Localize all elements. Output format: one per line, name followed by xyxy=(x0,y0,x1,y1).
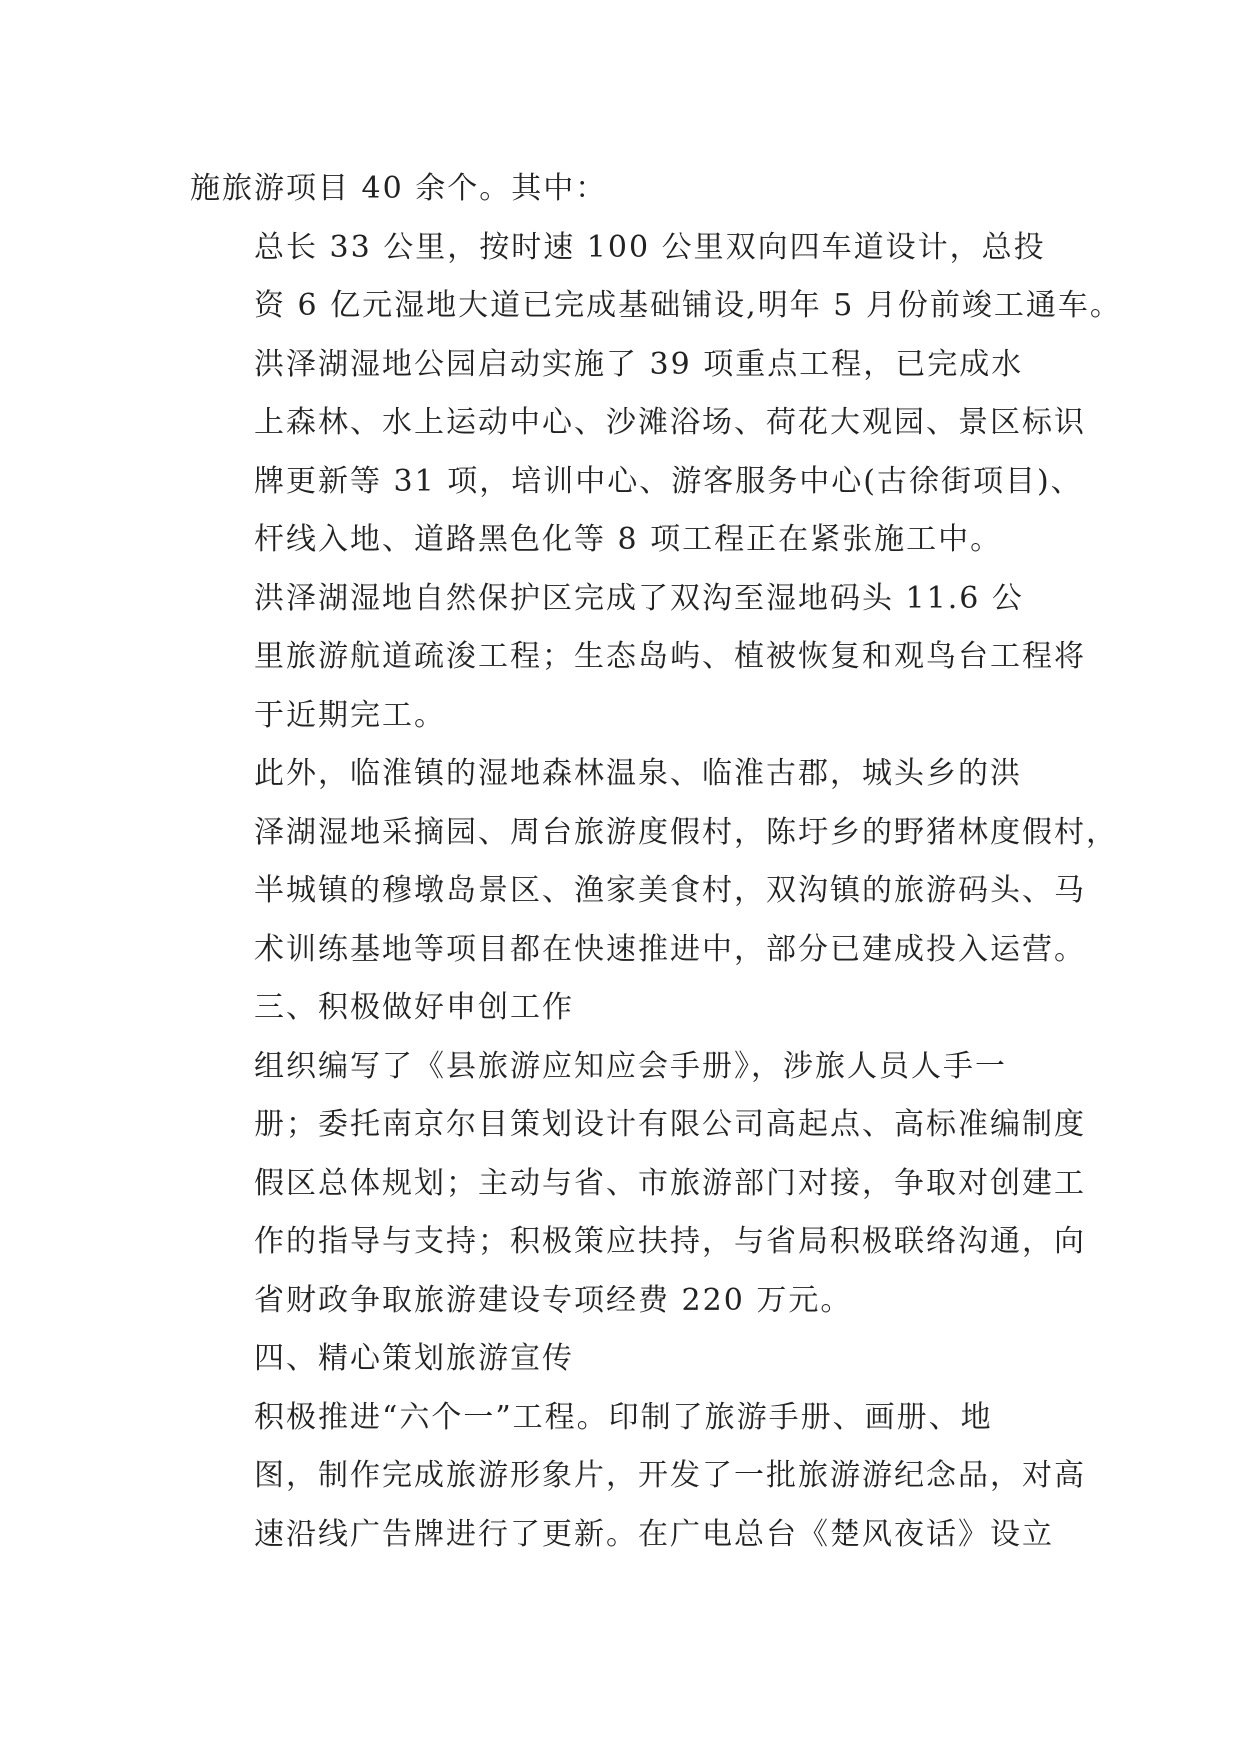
text-line: 省财政争取旅游建设专项经费 220 万元。 xyxy=(254,1282,853,1318)
text-line: 施旅游项目 40 余个。其中： xyxy=(190,171,608,206)
text-line: 洪泽湖湿地公园启动实施了 39 项重点工程，已完成水 xyxy=(254,346,1024,382)
paragraph xyxy=(190,219,1122,336)
text-line: 组织编写了《县旅游应知应会手册》，涉旅人员人手一 xyxy=(254,1048,1007,1084)
text-line: 假区总体规划；主动与省、市旅游部门对接，争取对创建工 xyxy=(254,1165,1086,1201)
paragraph xyxy=(190,570,1086,746)
text-line: 图，制作完成旅游形象片，开发了一批旅游游纪念品，对高 xyxy=(254,1458,1086,1493)
paragraph xyxy=(190,745,1118,979)
text-line: 积极推进“六个一”工程。印制了旅游手册、画册、地 xyxy=(254,1399,993,1435)
text-line: 作的指导与支持；积极策应扶持，与省局积极联络沟通，向 xyxy=(254,1224,1086,1259)
document-body xyxy=(190,160,1122,1564)
text-line: 上森林、水上运动中心、沙滩浴场、荷花大观园、景区标识 xyxy=(254,405,1086,440)
paragraph xyxy=(190,979,1050,1038)
text-line: 于近期完工。 xyxy=(254,697,446,733)
text-line: 洪泽湖湿地自然保护区完成了双沟至湿地码头 11.6 公 xyxy=(254,580,1024,616)
text-line: 三、积极做好申创工作 xyxy=(254,990,574,1025)
text-line: 半城镇的穆墩岛景区、渔家美食村，双沟镇的旅游码头、马 xyxy=(254,873,1086,908)
paragraph xyxy=(190,336,1086,570)
text-line: 四、精心策划旅游宣传 xyxy=(254,1341,574,1376)
text-line: 总长 33 公里，按时速 100 公里双向四车道设计，总投 xyxy=(254,229,1046,265)
text-line: 术训练基地等项目都在快速推进中，部分已建成投入运营。 xyxy=(254,931,1086,967)
paragraph xyxy=(190,1038,1086,1331)
paragraph xyxy=(190,1330,1050,1389)
text-line: 速沿线广告牌进行了更新。在广电总台《楚风夜话》设立 xyxy=(254,1516,1054,1552)
text-line: 册；委托南京尔目策划设计有限公司高起点、高标准编制度 xyxy=(254,1107,1086,1142)
text-line: 资 6 亿元湿地大道已完成基础铺设,明年 5 月份前竣工通车。 xyxy=(254,288,1122,323)
paragraph xyxy=(190,160,1050,219)
paragraph xyxy=(190,1389,1086,1565)
text-line: 牌更新等 31 项，培训中心、游客服务中心(古徐街项目)、 xyxy=(254,463,1083,499)
text-line: 泽湖湿地采摘园、周台旅游度假村，陈圩乡的野猪林度假村， xyxy=(254,814,1118,850)
text-line: 杆线入地、道路黑色化等 8 项工程正在紧张施工中。 xyxy=(254,522,1003,557)
text-line: 里旅游航道疏浚工程；生态岛屿、植被恢复和观鸟台工程将 xyxy=(254,639,1086,674)
text-line: 此外，临淮镇的湿地森林温泉、临淮古郡，城头乡的洪 xyxy=(254,756,1022,791)
